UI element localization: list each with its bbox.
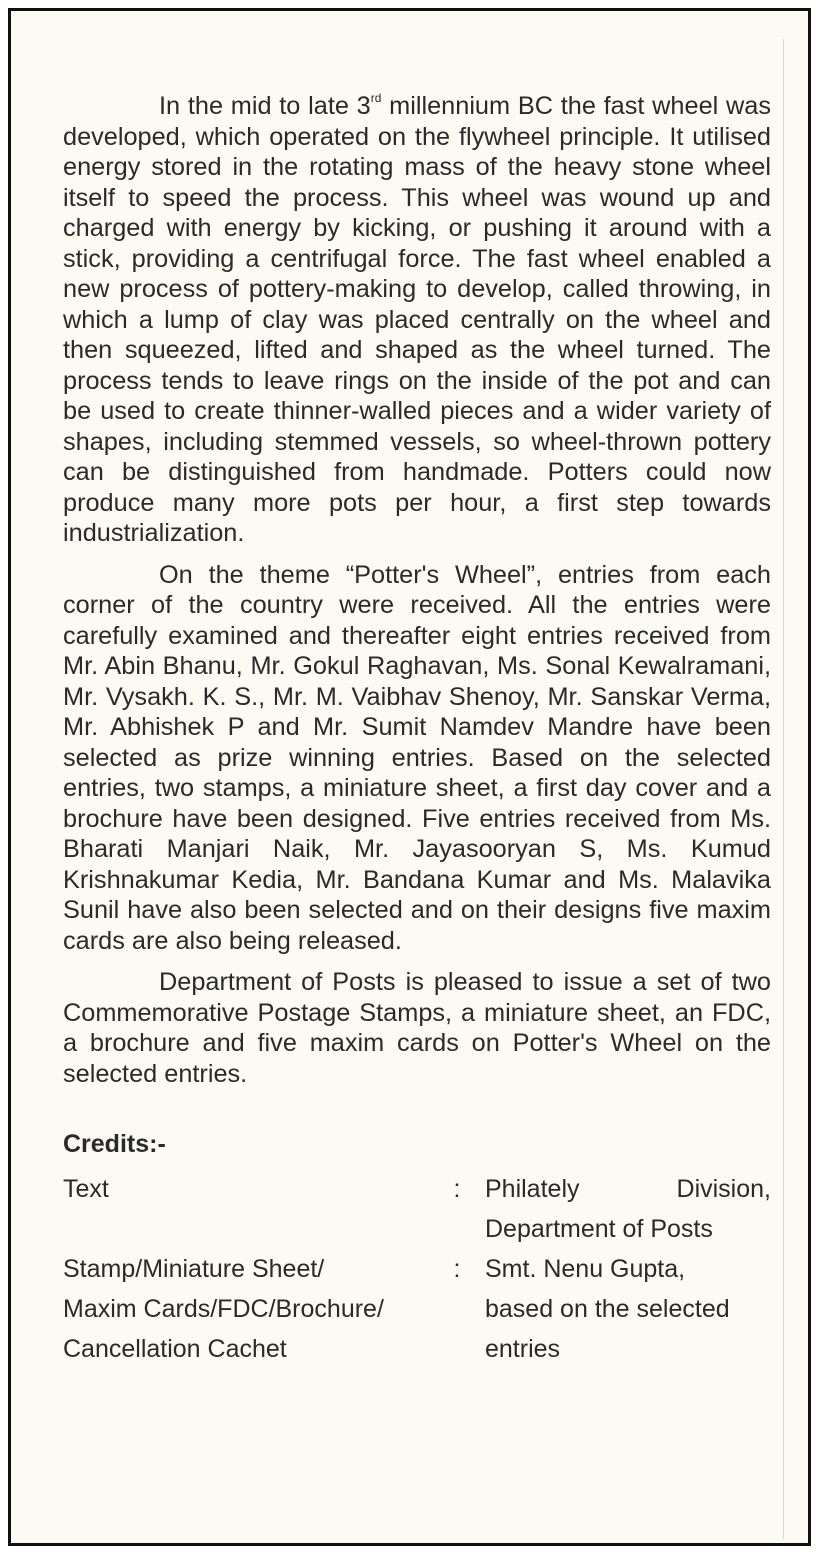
credits-value-line: Philately Division, [485,1175,771,1203]
page-fold-line [783,39,790,1539]
credits-value [485,1169,771,1249]
paragraph-lead: In the mid to late 3 [159,92,371,120]
credits-label-line: Text [63,1175,109,1203]
credits-table [63,1169,771,1369]
credits-value [485,1249,771,1369]
paragraph-entries: On the theme “Potter's Wheel”, entries from each corner of the country were received. All the entries were carefully examined and thereafter eight entries received from Mr. Abin Bhanu, Mr. Gokul Raghavan, Ms. Sonal Kewalramani, Mr. Vysakh. K. S., Mr. M. Vaibhav Shenoy, Mr. Sanskar Verma, Mr. Abhishek P and Mr. Sumit Namdev Mandre have been selected as prize winning entries. Based on the selected entries, two stamps, a miniature sheet, a first day cover and a brochure have been designed. Five entries received from Ms. Bharati Manjari Naik, Mr. Jayasooryan S, Ms. Kumud Krishnakumar Kedia, Mr. Bandana Kumar and Ms. Malavika Sunil have also been selected and on their designs five maxim cards are also being released. [63,560,771,955]
credits-row-text [63,1169,771,1249]
paragraph-issue: Department of Posts is pleased to issue a set of two Commemorative Postage Stamps, a miniature sheet, an FDC, a brochure and five maxim cards on Potter's Wheel on the selected entries. [63,968,771,1088]
paragraph-rest: millennium BC the fast wheel was developed, which operated on the flywheel principle. It utilised energy stored in the rotating mass of the heavy stone wheel itself to speed the process. This wheel was wound up and charged with energy by kicking, or pushing it around with a stick, providing a centrifugal force. The fast wheel enabled a new process of pottery-making to develop, called throwing, in which a lump of clay was placed centrally on the wheel and then squeezed, lifted and shaped as the wheel turned. The process tends to leave rings on the inside of the pot and can be used to create thinner-walled pieces and a wider variety of shapes, including stemmed vessels, so wheel-thrown pottery can be distinguished from handmade. Potters could now produce many more pots per hour, a first step towards industrialization. [63,92,772,547]
credits-row-design [63,1249,771,1369]
credits-title: Credits:- [63,1130,166,1158]
credits-label [63,1249,429,1369]
ordinal-superscript: rd [370,91,382,105]
credits-value-line: Department of Posts [485,1215,713,1243]
credits-separator: : [453,1175,461,1203]
brochure-content [63,91,771,1369]
credits-label [63,1169,429,1249]
credits-separator: : [453,1255,461,1283]
brochure-page [8,8,811,1546]
credits-value-line: Smt. Nenu Gupta, [485,1255,686,1283]
credits-label-line: Stamp/Miniature Sheet/ [63,1255,325,1283]
credits-label-line: Maxim Cards/FDC/Brochure/ [63,1295,384,1323]
paragraph-fast-wheel [63,91,771,549]
credits-value-line: based on the selected [485,1295,730,1323]
credits-value-line: entries [485,1335,561,1363]
credits-label-line: Cancellation Cachet [63,1335,287,1363]
